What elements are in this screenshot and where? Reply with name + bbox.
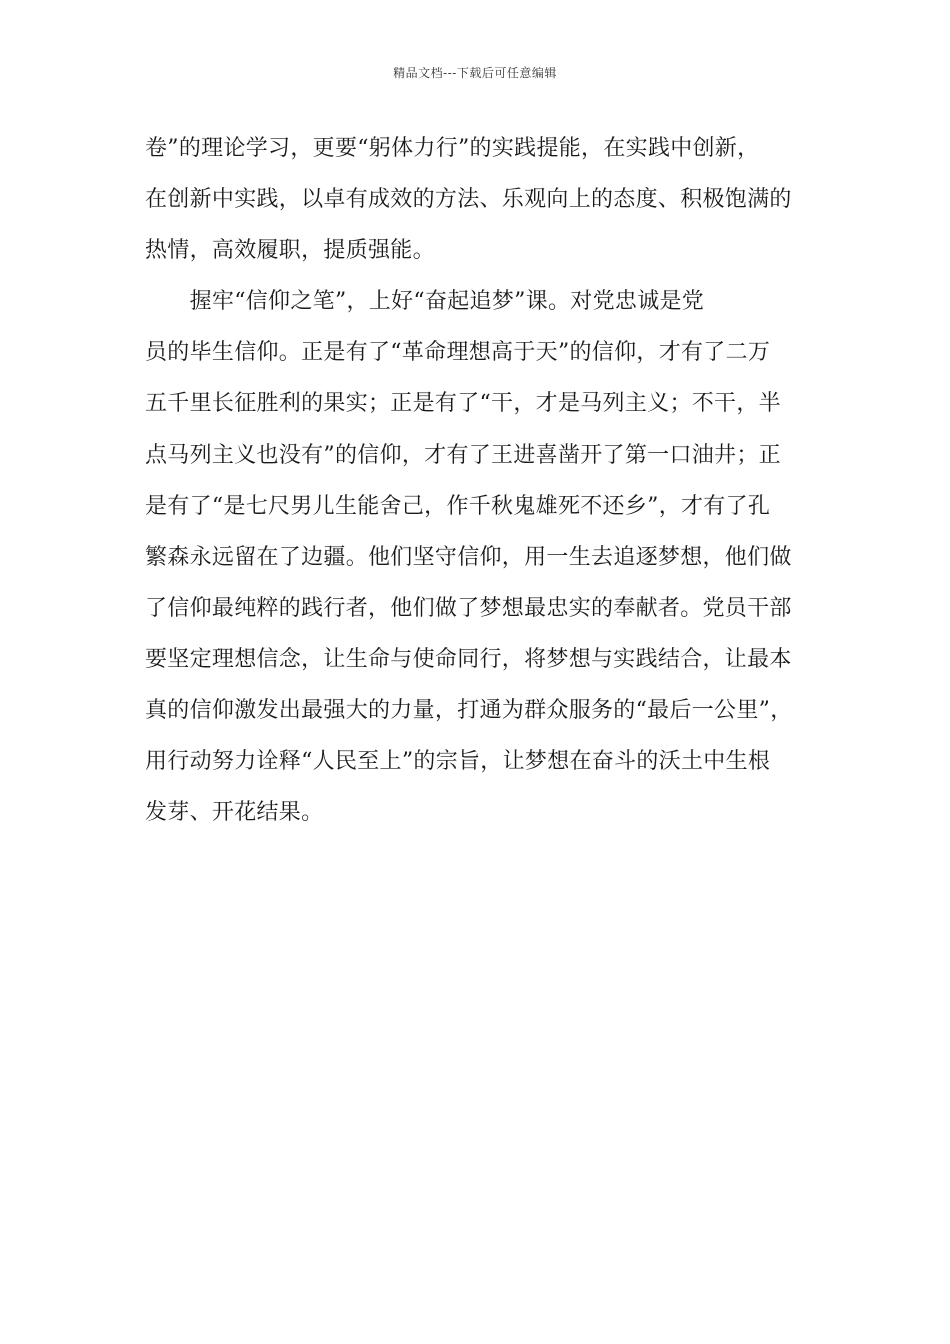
text-line: 员的毕生信仰。正是有了“革命理想高于天”的信仰，才有了二万 (145, 340, 771, 366)
text-line: 真的信仰激发出最强大的力量，打通为群众服务的“最后一公里”， (145, 698, 793, 724)
text-line: 热情，高效履职，提质强能。 (145, 238, 435, 264)
text-line: 了信仰最纯粹的践行者，他们做了梦想最忠实的奉献者。党员干部 (145, 595, 792, 621)
text-line: 是有了“是七尺男儿生能舍己，作千秋鬼雄死不还乡”，才有了孔 (145, 493, 771, 519)
text-line: 五千里长征胜利的果实；正是有了“干，才是马列主义；不干，半 (145, 391, 781, 417)
paragraph-start-line: 握牢“信仰之笔”，上好“奋起追梦”课。对党忠诚是党 (145, 289, 705, 315)
text-line: 用行动努力诠释“人民至上”的宗旨，让梦想在奋斗的沃土中生根 (145, 749, 771, 775)
text-line: 在创新中实践，以卓有成效的方法、乐观向上的态度、积极饱满的 (145, 187, 792, 213)
page-header: 精品文档---下载后可任意编辑 (393, 66, 557, 80)
text-line: 点马列主义也没有”的信仰，才有了王进喜凿开了第一口油井；正 (145, 442, 781, 468)
text-line: 要坚定理想信念，让生命与使命同行，将梦想与实践结合，让最本 (145, 646, 792, 672)
body-text (145, 128, 825, 843)
text-line: 繁森永远留在了边疆。他们坚守信仰，用一生去追逐梦想，他们做 (145, 544, 792, 570)
text-line: 卷”的理论学习，更要“躬体力行”的实践提能，在实践中创新， (145, 136, 760, 161)
text-line: 发芽、开花结果。 (145, 800, 324, 826)
